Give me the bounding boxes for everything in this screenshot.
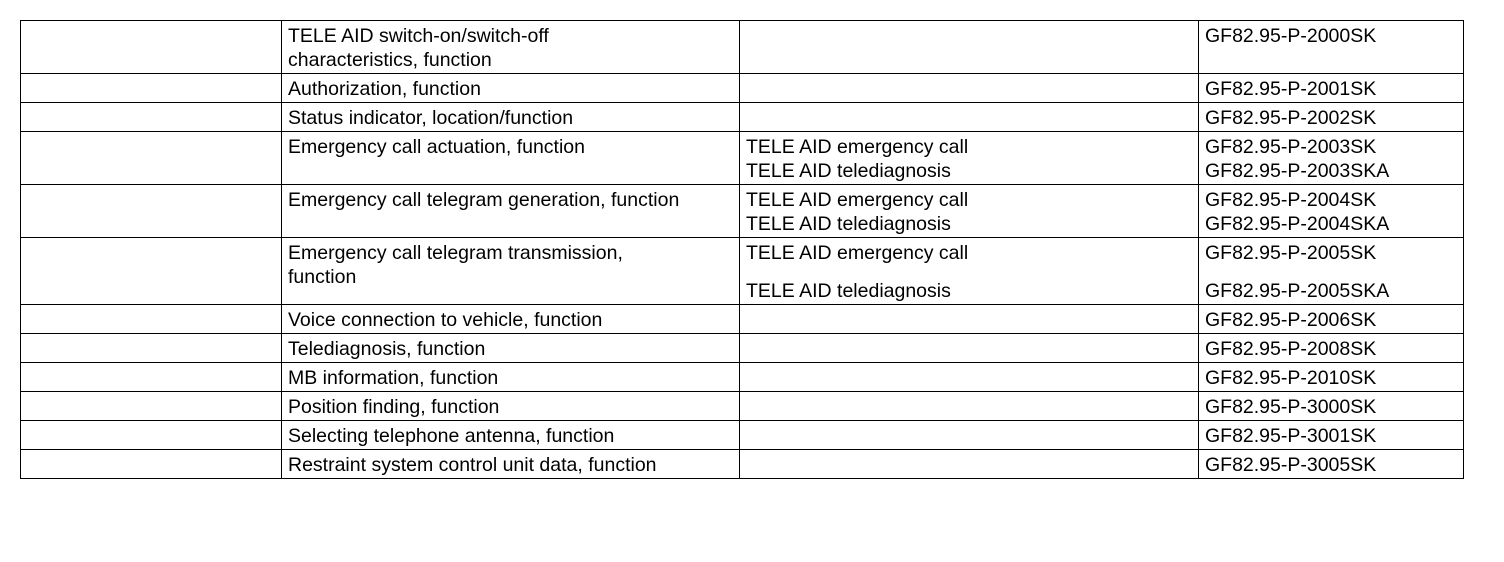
blank-cell	[21, 334, 282, 363]
description-cell	[282, 185, 740, 238]
document-code: GF82.95-P-2004SK	[1205, 189, 1377, 211]
table-body	[21, 21, 1464, 479]
description-text: Position finding, function	[288, 396, 500, 418]
variant-cell	[740, 185, 1199, 238]
code-cell	[1199, 421, 1464, 450]
description-text: Status indicator, location/function	[288, 107, 574, 129]
variant-text: TELE AID emergency call	[746, 136, 969, 158]
document-code: GF82.95-P-2006SK	[1205, 309, 1377, 331]
variant-cell	[740, 74, 1199, 103]
blank-cell	[21, 305, 282, 334]
table-row	[21, 334, 1464, 363]
variant-cell	[740, 103, 1199, 132]
document-code: GF82.95-P-3000SK	[1205, 396, 1377, 418]
blank-cell	[21, 363, 282, 392]
description-text: Selecting telephone antenna, function	[288, 425, 615, 447]
variant-text: TELE AID emergency call	[746, 242, 969, 264]
description-cell	[282, 238, 740, 305]
description-text: TELE AID switch-on/switch-off	[288, 25, 549, 47]
description-text: Emergency call telegram generation, function	[288, 189, 680, 211]
code-cell	[1199, 185, 1464, 238]
code-cell	[1199, 392, 1464, 421]
blank-cell	[21, 21, 282, 74]
variant-text: TELE AID telediagnosis	[746, 213, 951, 235]
description-text: MB information, function	[288, 367, 499, 389]
blank-cell	[21, 132, 282, 185]
variant-text: TELE AID telediagnosis	[746, 160, 951, 182]
table-row	[21, 21, 1464, 74]
code-cell	[1199, 103, 1464, 132]
blank-cell	[21, 185, 282, 238]
table-row	[21, 450, 1464, 479]
description-cell	[282, 305, 740, 334]
table-row	[21, 238, 1464, 305]
variant-cell	[740, 363, 1199, 392]
description-cell	[282, 363, 740, 392]
variant-cell	[740, 132, 1199, 185]
document-code: GF82.95-P-2000SK	[1205, 25, 1377, 47]
description-text: Emergency call actuation, function	[288, 136, 585, 158]
document-code: GF82.95-P-2001SK	[1205, 78, 1377, 100]
table-row	[21, 103, 1464, 132]
reference-table	[20, 20, 1464, 479]
document-code: GF82.95-P-2003SK	[1205, 136, 1377, 158]
description-cell	[282, 421, 740, 450]
description-text: Voice connection to vehicle, function	[288, 309, 603, 331]
description-text: Authorization, function	[288, 78, 481, 100]
document-code: GF82.95-P-2004SKA	[1205, 213, 1390, 235]
description-cell	[282, 21, 740, 74]
document-code: GF82.95-P-3005SK	[1205, 454, 1377, 476]
description-cell	[282, 450, 740, 479]
variant-cell	[740, 21, 1199, 74]
variant-text: TELE AID telediagnosis	[746, 280, 951, 302]
document-code: GF82.95-P-2003SKA	[1205, 160, 1390, 182]
table-row	[21, 363, 1464, 392]
blank-cell	[21, 450, 282, 479]
description-text: Telediagnosis, function	[288, 338, 486, 360]
description-cell	[282, 132, 740, 185]
variant-cell	[740, 334, 1199, 363]
code-cell	[1199, 334, 1464, 363]
table-row	[21, 185, 1464, 238]
blank-cell	[21, 74, 282, 103]
description-cell	[282, 74, 740, 103]
document-code: GF82.95-P-3001SK	[1205, 425, 1377, 447]
description-text: Emergency call telegram transmission,	[288, 242, 623, 264]
blank-cell	[21, 238, 282, 305]
description-text: Restraint system control unit data, function	[288, 454, 657, 476]
blank-cell	[21, 421, 282, 450]
code-cell	[1199, 132, 1464, 185]
document-code: GF82.95-P-2010SK	[1205, 367, 1377, 389]
code-cell	[1199, 21, 1464, 74]
description-cell	[282, 392, 740, 421]
document-code: GF82.95-P-2002SK	[1205, 107, 1377, 129]
code-cell	[1199, 363, 1464, 392]
table-row	[21, 74, 1464, 103]
variant-cell	[740, 392, 1199, 421]
variant-cell	[740, 238, 1199, 305]
table-row	[21, 132, 1464, 185]
variant-text: TELE AID emergency call	[746, 189, 969, 211]
spacer	[746, 265, 1192, 279]
description-cell	[282, 334, 740, 363]
table-row	[21, 421, 1464, 450]
description-text: characteristics, function	[288, 49, 492, 71]
document-code: GF82.95-P-2005SKA	[1205, 280, 1390, 302]
table-row	[21, 392, 1464, 421]
table-row	[21, 305, 1464, 334]
variant-cell	[740, 450, 1199, 479]
spacer	[1205, 265, 1457, 279]
description-text: function	[288, 266, 357, 288]
code-cell	[1199, 238, 1464, 305]
variant-cell	[740, 305, 1199, 334]
code-cell	[1199, 450, 1464, 479]
description-cell	[282, 103, 740, 132]
code-cell	[1199, 305, 1464, 334]
document-code: GF82.95-P-2008SK	[1205, 338, 1377, 360]
variant-cell	[740, 421, 1199, 450]
blank-cell	[21, 103, 282, 132]
code-cell	[1199, 74, 1464, 103]
document-code: GF82.95-P-2005SK	[1205, 242, 1377, 264]
blank-cell	[21, 392, 282, 421]
